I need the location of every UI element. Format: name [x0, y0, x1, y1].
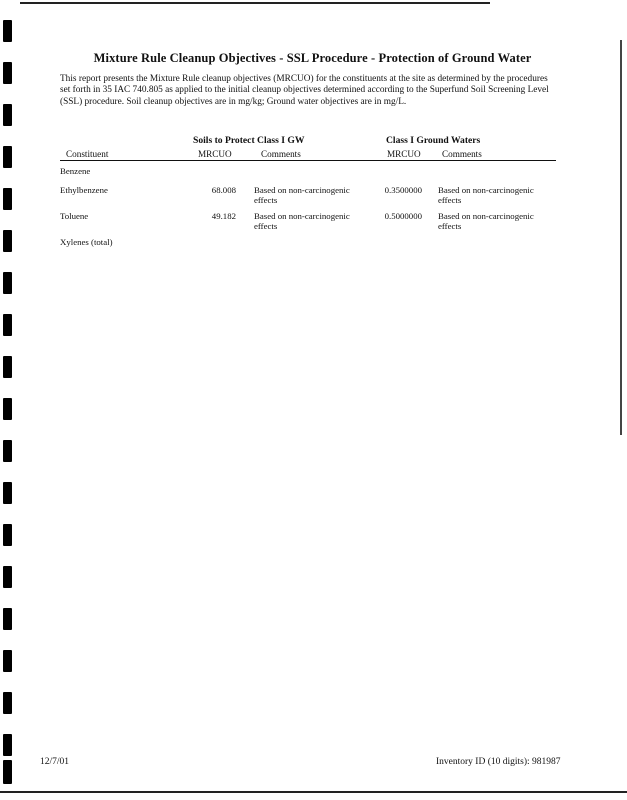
punch-mark — [3, 760, 12, 784]
column-header-gw-mrcuo: MRCUO — [387, 149, 421, 159]
constituent-name: Xylenes (total) — [60, 237, 113, 247]
punch-mark — [3, 440, 12, 462]
constituent-name: Benzene — [60, 166, 91, 176]
punch-hole-marks — [3, 20, 13, 790]
punch-mark — [3, 398, 12, 420]
punch-mark — [3, 272, 12, 294]
gw-comment: Based on non-carcinogenic effects — [438, 211, 534, 232]
constituent-name: Ethylbenzene — [60, 185, 108, 195]
gw-comment: Based on non-carcinogenic effects — [438, 185, 534, 206]
report-intro: This report presents the Mixture Rule cleanup objectives (MRCUO) for the constituents at the site as determined by the procedures set forth in 35 IAC 740.805 as applied to the initial cleanup objectives determined according to the Superfund Soil Screening Level (SSL) procedure. Soil cleanup objectives are in mg/kg; Ground water objectives are in mg/L. — [60, 74, 549, 107]
soil-comment: Based on non-carcinogenic effects — [254, 185, 350, 206]
column-header-constituent: Constituent — [66, 149, 109, 159]
punch-mark — [3, 692, 12, 714]
punch-mark — [3, 188, 12, 210]
soil-mrcuo-value: 68.008 — [211, 185, 236, 195]
punch-mark — [3, 62, 12, 84]
punch-mark — [3, 314, 12, 336]
footer-date: 12/7/01 — [40, 757, 70, 767]
scan-bottom-rule — [0, 791, 627, 793]
punch-mark — [3, 734, 12, 756]
soil-comment: Based on non-carcinogenic effects — [254, 211, 350, 232]
column-header-soil-mrcuo: MRCUO — [198, 149, 232, 159]
group-header-ground-waters: Class I Ground Waters — [386, 135, 481, 146]
group-header-soils: Soils to Protect Class I GW — [193, 135, 305, 146]
punch-mark — [3, 356, 12, 378]
scan-top-rule — [20, 2, 490, 4]
column-header-gw-comments: Comments — [442, 149, 482, 159]
punch-mark — [3, 566, 12, 588]
punch-mark — [3, 608, 12, 630]
punch-mark — [3, 104, 12, 126]
punch-mark — [3, 20, 12, 42]
constituent-name: Toluene — [60, 211, 89, 221]
soil-mrcuo-value: 49.182 — [211, 211, 236, 221]
report-title: Mixture Rule Cleanup Objectives - SSL Procedure - Protection of Ground Water — [93, 51, 532, 65]
gw-mrcuo-value: 0.5000000 — [384, 211, 422, 221]
scan-right-edge — [620, 40, 622, 435]
header-divider — [60, 160, 556, 161]
punch-mark — [3, 482, 12, 504]
footer-inventory-id: Inventory ID (10 digits): 981987 — [436, 757, 561, 767]
column-header-soil-comments: Comments — [261, 149, 301, 159]
punch-mark — [3, 524, 12, 546]
punch-mark — [3, 146, 12, 168]
gw-mrcuo-value: 0.3500000 — [384, 185, 422, 195]
punch-mark — [3, 650, 12, 672]
punch-mark — [3, 230, 12, 252]
